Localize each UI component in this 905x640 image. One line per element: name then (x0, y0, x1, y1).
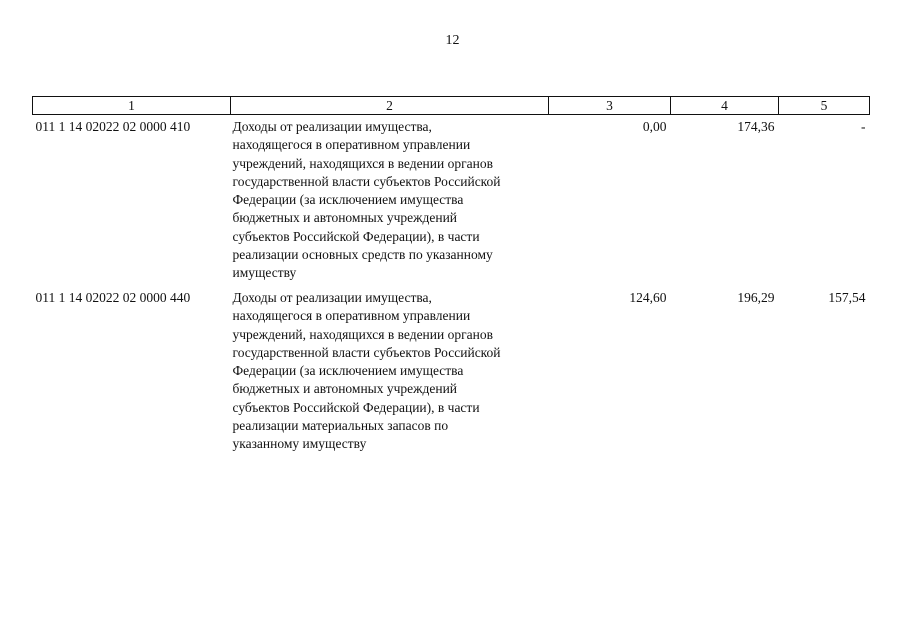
header-col-1: 1 (33, 97, 231, 115)
header-col-4: 4 (671, 97, 779, 115)
value-col-5-cell: 157,54 (828, 290, 866, 305)
budget-table (32, 96, 870, 454)
value-col-4-cell: 196,29 (737, 290, 775, 305)
table-row (33, 115, 870, 287)
header-col-3: 3 (549, 97, 671, 115)
header-col-2: 2 (231, 97, 549, 115)
budget-code-cell: 011 1 14 02022 02 0000 440 (35, 290, 191, 305)
value-col-4-cell: 174,36 (737, 119, 775, 134)
budget-code-cell: 011 1 14 02022 02 0000 410 (35, 119, 191, 134)
description-cell: Доходы от реализации имущества, находящегося в оперативном управлении учреждений, находящихся в ведении органов государственной власти субъектов Российской Федерации (за исключением имущества бюджетных и автономных учреждений субъектов Российской Федерации), в части реализации основных средств по указанному имуществу (232, 119, 501, 281)
value-col-3-cell: 124,60 (629, 290, 667, 305)
page-number: 12 (445, 33, 460, 48)
table-row (33, 286, 870, 454)
value-col-3-cell: 0,00 (642, 119, 667, 134)
value-col-5-cell: - (861, 119, 866, 134)
header-col-5: 5 (779, 97, 870, 115)
description-cell: Доходы от реализации имущества, находящегося в оперативном управлении учреждений, находящихся в ведении органов государственной власти субъектов Российской Федерации (за исключением имущества бюджетных и автономных учреждений субъектов Российской Федерации), в части реализации материальных запасов по указанному имуществу (232, 290, 501, 452)
header-row (33, 97, 870, 115)
